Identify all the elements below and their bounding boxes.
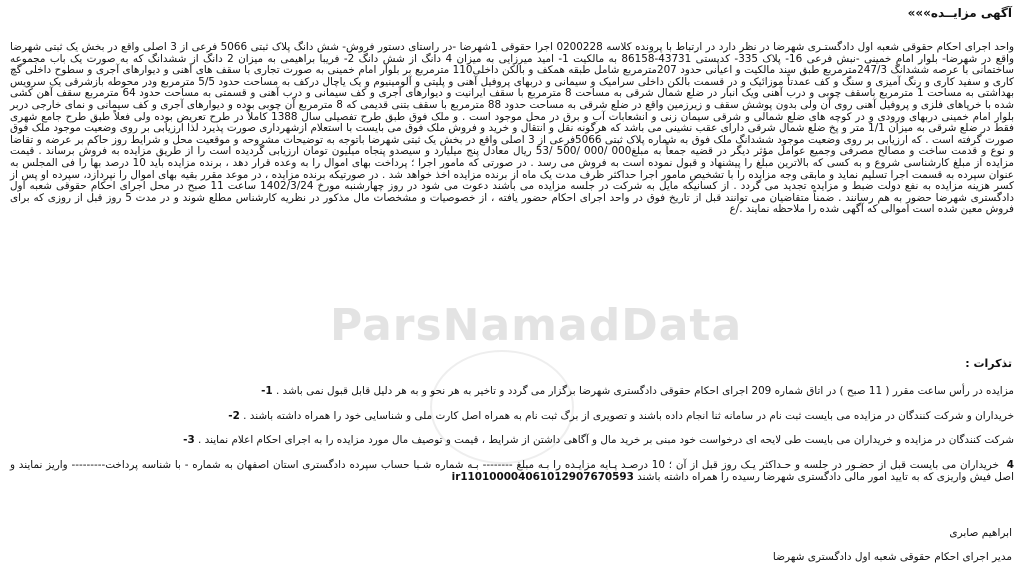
notes-heading: تذکرات : [965, 357, 1012, 370]
signature-name: ابراهیم صابری [949, 527, 1012, 539]
stamp-seal [430, 350, 574, 464]
notice-title: آگهی مزایــده»»» [907, 6, 1012, 20]
note-item [10, 385, 1014, 397]
iban-number: ir110100004061012907670593 [451, 471, 634, 483]
note-number: 4 [1006, 459, 1014, 471]
note-number: 2- [228, 410, 240, 422]
note-number: 3- [183, 434, 195, 446]
note-item [10, 434, 1014, 446]
note-text: خریداران و شرکت کنندگان در مزایده می بایست ثبت نام در سامانه ثنا انجام داده باشند و تصویری از برگ ثبت نام به همراه اصل کارت ملی و شناسایی خود را همراه داشته باشند . [243, 410, 1014, 422]
notice-body: واحد اجرای احکام حقوقی شعبه اول دادگستـری شهرضا در نظر دارد در ارتباط با پرونده کلاسه 0200228 اجرا حقوقی 1شهرضا -در راستای دستور فروش- شش دانگ پلاک ثبتی 5066 فرعی از 3 اصلی واقع در بخش یک ثبتی شهرضا واقع در شهرضا- بلوار امام خمینی -نبش فرعی 16- پلاک 335- کدپستی 43731-86158 به مالکیت 1- امید میرزایی به میزان 4 دانگ از شش دانگ 2- فریبا براهیمی به میزان 2 دانگ از ششدانگ که به صورت یک باب مجموعه ساختمانی با عرصه ششدانگ 247/3مترمربع طبق سند مالکیت و اعیانی حدود 207مترمربع شامل طبقه همکف و بالکن داخلی110 مترمربع بر بلوار امام خمینی به صورت تجاری با سقف های آهنی و دیوارهای آجری و سطوح داخلی گچ کاری و سفید کاری و رنگ آمیزی و سنگ و کف عمدتاً موزائیک و در قسمت بالکن داخلی سرامیک و سیمانی و دربهای پروفیل آهنی و پلیتی و آلومینیوم و یک یاچال درکف به مساحت حدود 5/5 مترمربع ودر محوطه بازشرقی یک سرویس بهداشتی به مساحت 1 مترمربع باسقف چوبی و درب آهنی ویک انبار در ضلع شمال شرقی به مساحت 8 مترمربع با سقف ایرانیت و دیوارهای آجری و کف سیمانی و درب آهنی و قسمتی به مساحت حدود 64 مترمربع سقف آهن کشی شده با خرپاهای فلزی و پروفیل آهنی روی آن ولی بدون پوشش سقف و زیرزمین واقع در ضلع شرقی به مساحت حدود 88 مترمربع با سقف بتنی قدیمی که 8 مترمربع آن چوبی بوده و دیوارهای آجری و کف سیمانی و نمای خارجی دربر بلوار امام خمینی دربهای ورودی و در کوچه های ضلع شمالی و شرقی سیمان زنی و انشعابات آب و برق در محل موجود است . و ملک فوق طبق طرح تفصیلی سال 1388 کاملاً در طرح تعریض بوده ولی فعلاً طبق طرح جامع شهری فقط در ضلع شرقی به میزان 1/1 متر و پخ ضلع شمال شرقی دارای عقب نشینی می باشد که هرگونه نقل و انتقال و خرید و فروش ملک فوق می بایست با استعلام ازشهرداری صورت پذیرد لذا ارزیابی بر روی وضعیت موجود ملک فوق صورت گرفته است . که ارزیابی بر روی وضعیت موجود ششدانگ ملک فوق به شماره پلاک ثبتی 5066فرعی از 3 اصلی واقع در بخش یک ثبتی شهرضا باتوجه به توضیحات مشروحه و موقعیت محل و شرایط روز حاکم بر عرضه و تقاضا و نوع و قدمت ساخت و مصالح مصرفی وجمیع عوامل مؤثر دیگر در قضیه جمعاً به مبلغ000 /000 /500 /53 ریال معادل پنج میلیارد و سیصدو پنجاه میلیون تومان ارزیابی گردیده است را از طریق مزایده به فروش برساند . قیمت مزایده از مبلغ کارشناسی شروع و به کسی که بالاترین مبلغ را پیشنهاد و قبول نموده است به فروش می رسد . در صورتی که مامور اجرا ؛ پرداخت بهای اموال را به وعده قرار دهد ، برنده مزایده باید 10 درصد بها را فی المجلس به عنوان سپرده به قسمت اجرا تسلیم نماید و مابقی وجه مزایده را با تشخیص مامور اجرا حداکثر ظرف مدت یک ماه از برنده مزایده اخذ خواهد شد . در صورتیکه برنده مزایده ، در موعد مقرر بقیه بهای اموال را نپردازد، سپرده او پس از کسر هزینه مزایده به نفع دولت ضبط و مزایده تجدید می گردد . از کسانیکه مایل به شرکت در جلسه مزایده می باشند دعوت می شود در روز چهارشنبه مورخ 1402/3/24 ساعت 11 صبح در محل اجرای احکام حقوقی شعبه اول دادگستری شهرضا حضور به هم رسانند . ضمناً متقاضیان می توانند قبل از تاریخ فوق در واحد اجرای احکام حضور یافته ، از خصوصیات و مشخصات مال مذکور در نظریه کارشناس مطلع شوند و در مدت 5 روز قبل از روزی که برای فروش معین شده است اموالی که آگهی شده را ملاحظه نمایند ./ع [10, 41, 1015, 216]
watermark-logo: ParsNamadData [330, 300, 743, 351]
note-item [10, 459, 1014, 483]
note-item [10, 410, 1014, 422]
note-text: مزایده در رأس ساعت مقرر ( 11 صبح ) در اتاق شماره 209 اجرای احکام حقوقی دادگستری شهرضا برگزار می گردد و تاخیر به هر نحو و به هر دلیل قابل قبول نمی باشد . [275, 385, 1014, 397]
note-text: شرکت کنندگان در مزایده و خریداران می بایست طی لایحه ای درخواست خود مبنی بر خرید مال و آگاهی داشتن از شرایط ، قیمت و توصیف مال مورد مزایده را به اجرای احکام اعلام نمایند . [198, 434, 1014, 446]
signature-role: مدیر اجرای احکام حقوقی شعبه اول دادگستری شهرضا [772, 551, 1012, 563]
note-number: 1- [261, 385, 273, 397]
note-text: خریداران می بایست قبل از حضـور در جلسه و حـداکثر یـک روز قبل از آن ؛ 10 درصـد پـایه مزایـده را بـه مبلغ -------- بـه شماره شـبا حساب سپرده دادگستری استان اصفهان به شماره - با شناسه پرداخت--------- واریز نمایند و اصل فیش واریزی که به تایید امور مالی دادگستری شهرضا رسیده را همراه داشته باشند [10, 459, 1014, 483]
